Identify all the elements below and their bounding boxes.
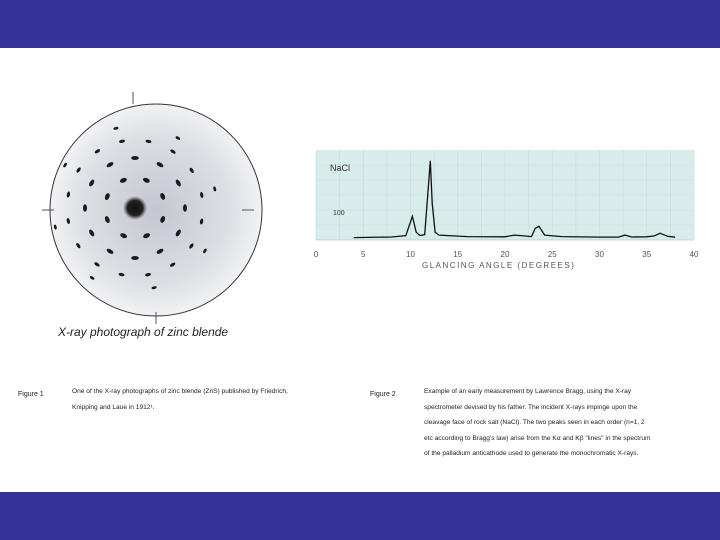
x-tick-label: 20 <box>500 250 510 259</box>
diffraction-spot <box>83 204 87 212</box>
x-tick-label: 40 <box>689 250 699 259</box>
figure2-line: cleavage face of rock salt (NaCl). The two peaks seen in each order (n=1, 2 <box>424 419 645 426</box>
central-beam-spot <box>123 196 147 220</box>
bottom-banner <box>0 492 720 540</box>
figure2-label: Figure 2 <box>370 391 396 398</box>
diffraction-spot <box>131 256 139 260</box>
film-disc <box>50 104 262 316</box>
x-tick-label: 35 <box>642 250 652 259</box>
figure2-text <box>424 384 650 462</box>
sample-label: NaCl <box>330 163 351 173</box>
x-tick-label: 5 <box>361 250 366 259</box>
figure1-line: One of the X-ray photographs of zinc blende (ZnS) published by Friedrich, <box>72 388 288 395</box>
figure2-line: etc according to Bragg's law) arise from the Kα and Kβ "lines" in the spectrum <box>424 434 651 442</box>
x-tick-label: 15 <box>453 250 463 259</box>
laue-caption: X-ray photograph of zinc blende <box>58 325 229 339</box>
x-axis-label: GLANCING ANGLE (DEGREES) <box>422 261 576 270</box>
figure2-line: of the palladium anticathode used to generate the monochromatic X-rays. <box>424 450 639 457</box>
diffraction-spot <box>183 204 187 212</box>
figure2-line: Example of an early measurement by Lawrence Bragg, using the X-ray <box>424 388 632 395</box>
figure1-label: Figure 1 <box>18 391 44 398</box>
x-tick-label: 25 <box>547 250 557 259</box>
x-tick-label: 30 <box>595 250 604 259</box>
figure1-text <box>72 384 288 415</box>
figure1-line: Knipping and Laue in 1912¹. <box>72 403 155 411</box>
y-reference-label: 100 <box>333 210 345 217</box>
laue-photograph <box>36 92 276 332</box>
diffraction-spot <box>131 156 139 160</box>
x-tick-label: 0 <box>313 250 319 259</box>
x-tick-label: 10 <box>406 250 415 259</box>
top-banner <box>0 0 720 48</box>
figure2-line: spectrometer devised by his father. The incident X-rays impinge upon the <box>424 403 638 411</box>
